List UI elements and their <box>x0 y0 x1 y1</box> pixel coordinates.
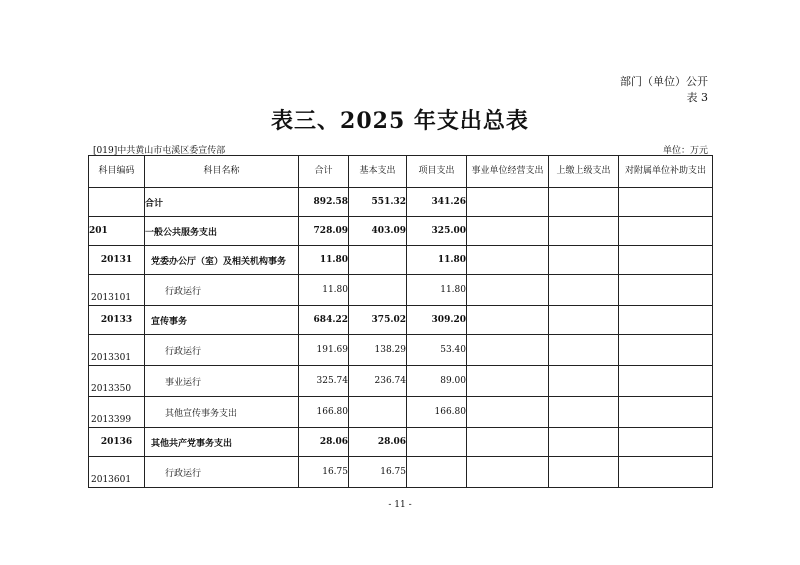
cell-biz <box>467 306 549 335</box>
cell-name: 合计 <box>145 188 299 217</box>
cell-biz <box>467 246 549 275</box>
cell-sub <box>619 366 713 397</box>
table-row <box>89 306 713 335</box>
column-header: 项目支出 <box>407 156 467 188</box>
column-header: 科目编码 <box>89 156 145 188</box>
cell-project <box>407 457 467 488</box>
cell-sub <box>619 397 713 428</box>
cell-upper <box>549 275 619 306</box>
table-header-row <box>89 156 713 188</box>
cell-project <box>407 428 467 457</box>
cell-biz <box>467 366 549 397</box>
cell-sub <box>619 428 713 457</box>
cell-biz <box>467 275 549 306</box>
cell-total: 11.80 <box>299 246 349 275</box>
cell-total: 191.69 <box>299 335 349 366</box>
cell-code: 2013601 <box>89 457 145 488</box>
cell-project: 341.26 <box>407 188 467 217</box>
cell-code: 20133 <box>89 306 145 335</box>
cell-code: 2013301 <box>89 335 145 366</box>
cell-basic <box>349 246 407 275</box>
cell-biz <box>467 335 549 366</box>
table-row <box>89 188 713 217</box>
cell-biz <box>467 188 549 217</box>
cell-upper <box>549 457 619 488</box>
cell-upper <box>549 188 619 217</box>
cell-basic: 28.06 <box>349 428 407 457</box>
column-header: 合计 <box>299 156 349 188</box>
cell-code: 20131 <box>89 246 145 275</box>
cell-sub <box>619 306 713 335</box>
page-number: - 11 - <box>388 500 412 510</box>
table-row <box>89 335 713 366</box>
cell-sub <box>619 457 713 488</box>
organization-name: [019]中共黄山市屯溪区委宣传部 <box>93 146 226 156</box>
cell-sub <box>619 335 713 366</box>
cell-upper <box>549 366 619 397</box>
cell-upper <box>549 397 619 428</box>
cell-upper <box>549 246 619 275</box>
cell-name: 一般公共服务支出 <box>145 217 299 246</box>
table-number: 表 3 <box>686 91 708 104</box>
cell-upper <box>549 306 619 335</box>
cell-total: 166.80 <box>299 397 349 428</box>
cell-name: 行政运行 <box>145 457 299 488</box>
cell-name: 事业运行 <box>145 366 299 397</box>
cell-basic <box>349 397 407 428</box>
cell-upper <box>549 428 619 457</box>
cell-basic: 375.02 <box>349 306 407 335</box>
column-header: 科目名称 <box>145 156 299 188</box>
cell-name: 行政运行 <box>145 335 299 366</box>
cell-total: 728.09 <box>299 217 349 246</box>
cell-sub <box>619 217 713 246</box>
cell-name: 行政运行 <box>145 275 299 306</box>
cell-name: 其他共产党事务支出 <box>145 428 299 457</box>
cell-upper <box>549 217 619 246</box>
cell-code: 201 <box>89 217 145 246</box>
cell-biz <box>467 397 549 428</box>
cell-total: 16.75 <box>299 457 349 488</box>
page-title: 表三、2025 年支出总表 <box>271 108 529 134</box>
column-header: 对附属单位补助支出 <box>619 156 713 188</box>
cell-basic: 138.29 <box>349 335 407 366</box>
table-row <box>89 217 713 246</box>
column-header: 基本支出 <box>349 156 407 188</box>
cell-name: 其他宣传事务支出 <box>145 397 299 428</box>
table-row <box>89 397 713 428</box>
cell-total: 28.06 <box>299 428 349 457</box>
cell-code: 20136 <box>89 428 145 457</box>
cell-project: 53.40 <box>407 335 467 366</box>
cell-basic: 403.09 <box>349 217 407 246</box>
column-header: 事业单位经营支出 <box>467 156 549 188</box>
cell-project: 309.20 <box>407 306 467 335</box>
cell-basic: 236.74 <box>349 366 407 397</box>
cell-sub <box>619 246 713 275</box>
cell-total: 11.80 <box>299 275 349 306</box>
cell-upper <box>549 335 619 366</box>
cell-biz <box>467 217 549 246</box>
table-row <box>89 428 713 457</box>
cell-total: 325.74 <box>299 366 349 397</box>
table-row <box>89 366 713 397</box>
cell-biz <box>467 457 549 488</box>
expenditure-table <box>88 155 713 488</box>
unit-label: 单位：万元 <box>662 146 708 156</box>
cell-project: 166.80 <box>407 397 467 428</box>
department-public-label: 部门（单位）公开 <box>620 75 708 88</box>
cell-total: 684.22 <box>299 306 349 335</box>
cell-total: 892.58 <box>299 188 349 217</box>
cell-code: 2013399 <box>89 397 145 428</box>
cell-project: 325.00 <box>407 217 467 246</box>
cell-code: 2013101 <box>89 275 145 306</box>
cell-sub <box>619 188 713 217</box>
cell-basic <box>349 275 407 306</box>
cell-sub <box>619 275 713 306</box>
cell-basic: 16.75 <box>349 457 407 488</box>
cell-code <box>89 188 145 217</box>
table-row <box>89 457 713 488</box>
cell-code: 2013350 <box>89 366 145 397</box>
column-header: 上缴上级支出 <box>549 156 619 188</box>
cell-name: 宣传事务 <box>145 306 299 335</box>
table-row <box>89 246 713 275</box>
cell-name: 党委办公厅（室）及相关机构事务 <box>145 246 299 275</box>
cell-project: 11.80 <box>407 275 467 306</box>
cell-project: 11.80 <box>407 246 467 275</box>
cell-project: 89.00 <box>407 366 467 397</box>
cell-biz <box>467 428 549 457</box>
table-row <box>89 275 713 306</box>
cell-basic: 551.32 <box>349 188 407 217</box>
